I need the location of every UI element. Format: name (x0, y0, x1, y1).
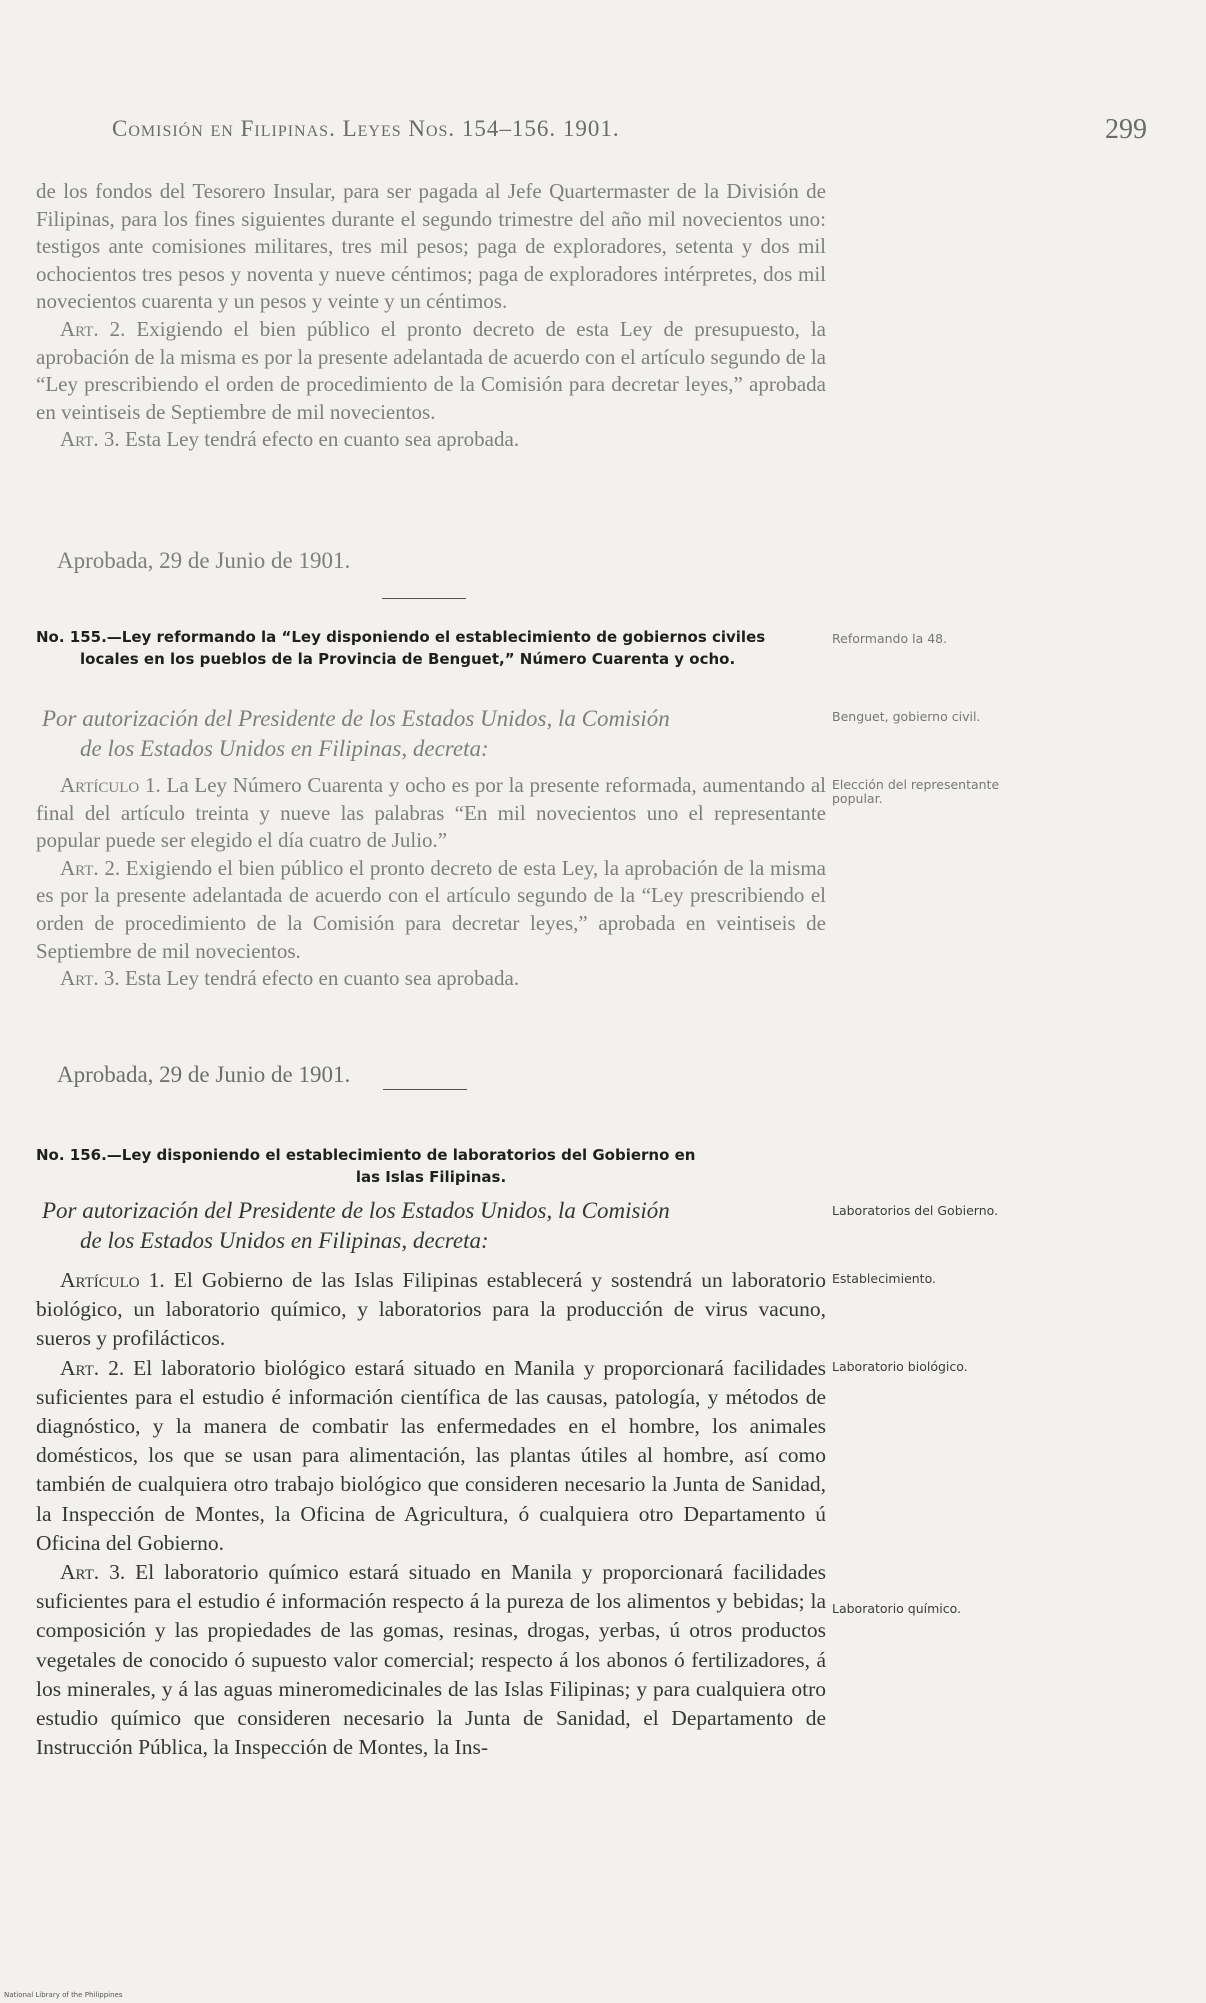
article-label: Art. 2. (60, 855, 121, 880)
law154-paragraph: de los fondos del Tesorero Insular, para ser pagada al Jefe Quartermaster de la División de Filipinas, para los fines siguientes durante el segundo trimestre del año mil novecientos uno: testigos ante comisiones militares, tres mil pesos; paga de exploradores, setenta y dos mil ochocientos tres pesos y noventa y nueve céntimos; paga de exploradores intérpretes, dos mil novecientos cuarenta y un pesos y veinte y un céntimos. (36, 179, 826, 314)
article-text: El laboratorio biológico estará situado en Manila y proporcionará facilidades suficientes para el estudio é información científica de las causas, patología, y métodos de diagnóstico, y la manera de combatir las enfermedades en el hombre, los animales domésticos, los que se usan para alimentación, las plantas útiles al hombre, así como también de cualquiera otro trabajo biológico que consideren necesario la Junta de Sanidad, la Inspección de Montes, la Oficina de Agricultura, ó cualquiera otro Departamento ú Oficina del Gobierno. (36, 1355, 826, 1555)
law-number: No. 155. (36, 628, 107, 646)
article-text: Exigiendo el bien público el pronto decreto de esta Ley, la aprobación de la misma es por la presente adelantada de acuerdo con el artículo segundo de la “Ley prescribiendo el orden de procedimiento de la Comisión para decretar leyes,” aprobada en veintiseis de Septiembre de mil novecientos. (36, 855, 826, 963)
enacting-line: Por autorización del Presidente de los Estados Unidos, la Comisión (42, 706, 670, 731)
law154-article-2 (36, 316, 826, 426)
article-label: Art. 3. (60, 1560, 126, 1585)
law155-article-3 (36, 965, 826, 993)
library-footer: National Library of the Philippines (4, 1991, 123, 1999)
running-head: Comisión en Filipinas. Leyes Nos. 154–156. 1901. (112, 116, 620, 141)
law155-margin-note: Benguet, gobierno civil. (832, 709, 981, 724)
law155-approval: Aprobada, 29 de Junio de 1901. (57, 1062, 351, 1087)
law155-enacting-clause (42, 704, 832, 764)
law154-continuation (36, 178, 826, 454)
article-label: Art. 3. (60, 966, 120, 991)
law155-margin-note: Reformando la 48. (832, 631, 948, 646)
article-text: Esta Ley tendrá efecto en cuanto sea aprobada. (124, 966, 520, 991)
article-label: Artículo 1. (60, 773, 161, 797)
article-label: Artículo 1. (60, 1268, 165, 1292)
law154-article-3 (36, 426, 826, 454)
law156-article-2 (36, 1354, 826, 1558)
law155-article-1 (36, 772, 826, 855)
law-title-text: —Ley reformando la “Ley disponiendo el establecimiento de gobiernos civiles locales en los pueblos de la Provincia de Benguet,” Número Cuarenta y ocho. (80, 628, 766, 668)
article-text: La Ley Número Cuarenta y ocho es por la presente reformada, aumentando al final del artículo treinta y nueve las palabras “En mil novecientos uno el representante popular puede ser elegido el día cuatro de Julio.” (36, 773, 826, 853)
law155-margin-note: Elección del representante popular. (832, 777, 1000, 806)
article-label: Art. 2. (60, 1355, 125, 1380)
article-text: Exigiendo el bien público el pronto decreto de esta Ley de presupuesto, la aprobación de la misma es por la presente adelantada de acuerdo con el artículo segundo de la “Ley prescribiendo el orden de procedimiento de la Comisión para decretar leyes,” aprobada en veintiseis de Septiembre de mil novecientos. (36, 316, 826, 424)
section-divider (383, 1089, 467, 1090)
article-text: El laboratorio químico estará situado en Manila y proporcionará facilidades suficientes para el estudio é información respecto á la pureza de los alimentos y bebidas; la composición y las propiedades de las gomas, resinas, drogas, yerbas, ú otros productos vegetales de conocido ó supuesto valor comercial; respecto á los abonos ó fertilizadores, á los minerales, y á las aguas mineromedicinales de las Islas Filipinas; y para cualquiera otro estudio químico que consideren necesario la Junta de Sanidad, el Departamento de Instrucción Pública, la Inspección de Montes, la Ins- (36, 1560, 826, 1760)
law156-article-1 (36, 1266, 826, 1354)
article-label: Art. 3. (60, 427, 120, 452)
law156-margin-note: Laboratorio químico. (832, 1601, 962, 1616)
law156-article-3 (36, 1558, 826, 1762)
article-text: El Gobierno de las Islas Filipinas establecerá y sostendrá un laboratorio biológico, un laboratorio químico, y laboratorios para la producción de virus vacuno, sueros y profilácticos. (36, 1268, 827, 1351)
law155-body (36, 772, 826, 993)
enacting-line: Por autorización del Presidente de los Estados Unidos, la Comisión (42, 1198, 670, 1223)
page-number: 299 (1105, 114, 1147, 145)
enacting-line: de los Estados Unidos en Filipinas, decreta: (80, 736, 489, 761)
law155-article-2 (36, 855, 826, 965)
law155-title (36, 626, 826, 670)
section-divider (382, 598, 466, 599)
law156-enacting-clause (42, 1196, 832, 1256)
law156-margin-note: Laboratorios del Gobierno. (832, 1203, 999, 1218)
law156-body (36, 1266, 826, 1762)
article-text: Esta Ley tendrá efecto en cuanto sea aprobada. (124, 427, 520, 452)
law-title-text: —Ley disponiendo el establecimiento de laboratorios del Gobierno en (106, 1146, 696, 1164)
law-number: No. 156. (36, 1146, 107, 1164)
law156-margin-note: Establecimiento. (832, 1271, 936, 1286)
article-label: Art. 2. (60, 316, 126, 341)
law-title-text: las Islas Filipinas. (355, 1168, 507, 1186)
law156-title (36, 1144, 826, 1188)
law154-approval: Aprobada, 29 de Junio de 1901. (57, 548, 351, 573)
enacting-line: de los Estados Unidos en Filipinas, decreta: (80, 1228, 489, 1253)
law156-margin-note: Laboratorio biológico. (832, 1359, 968, 1374)
